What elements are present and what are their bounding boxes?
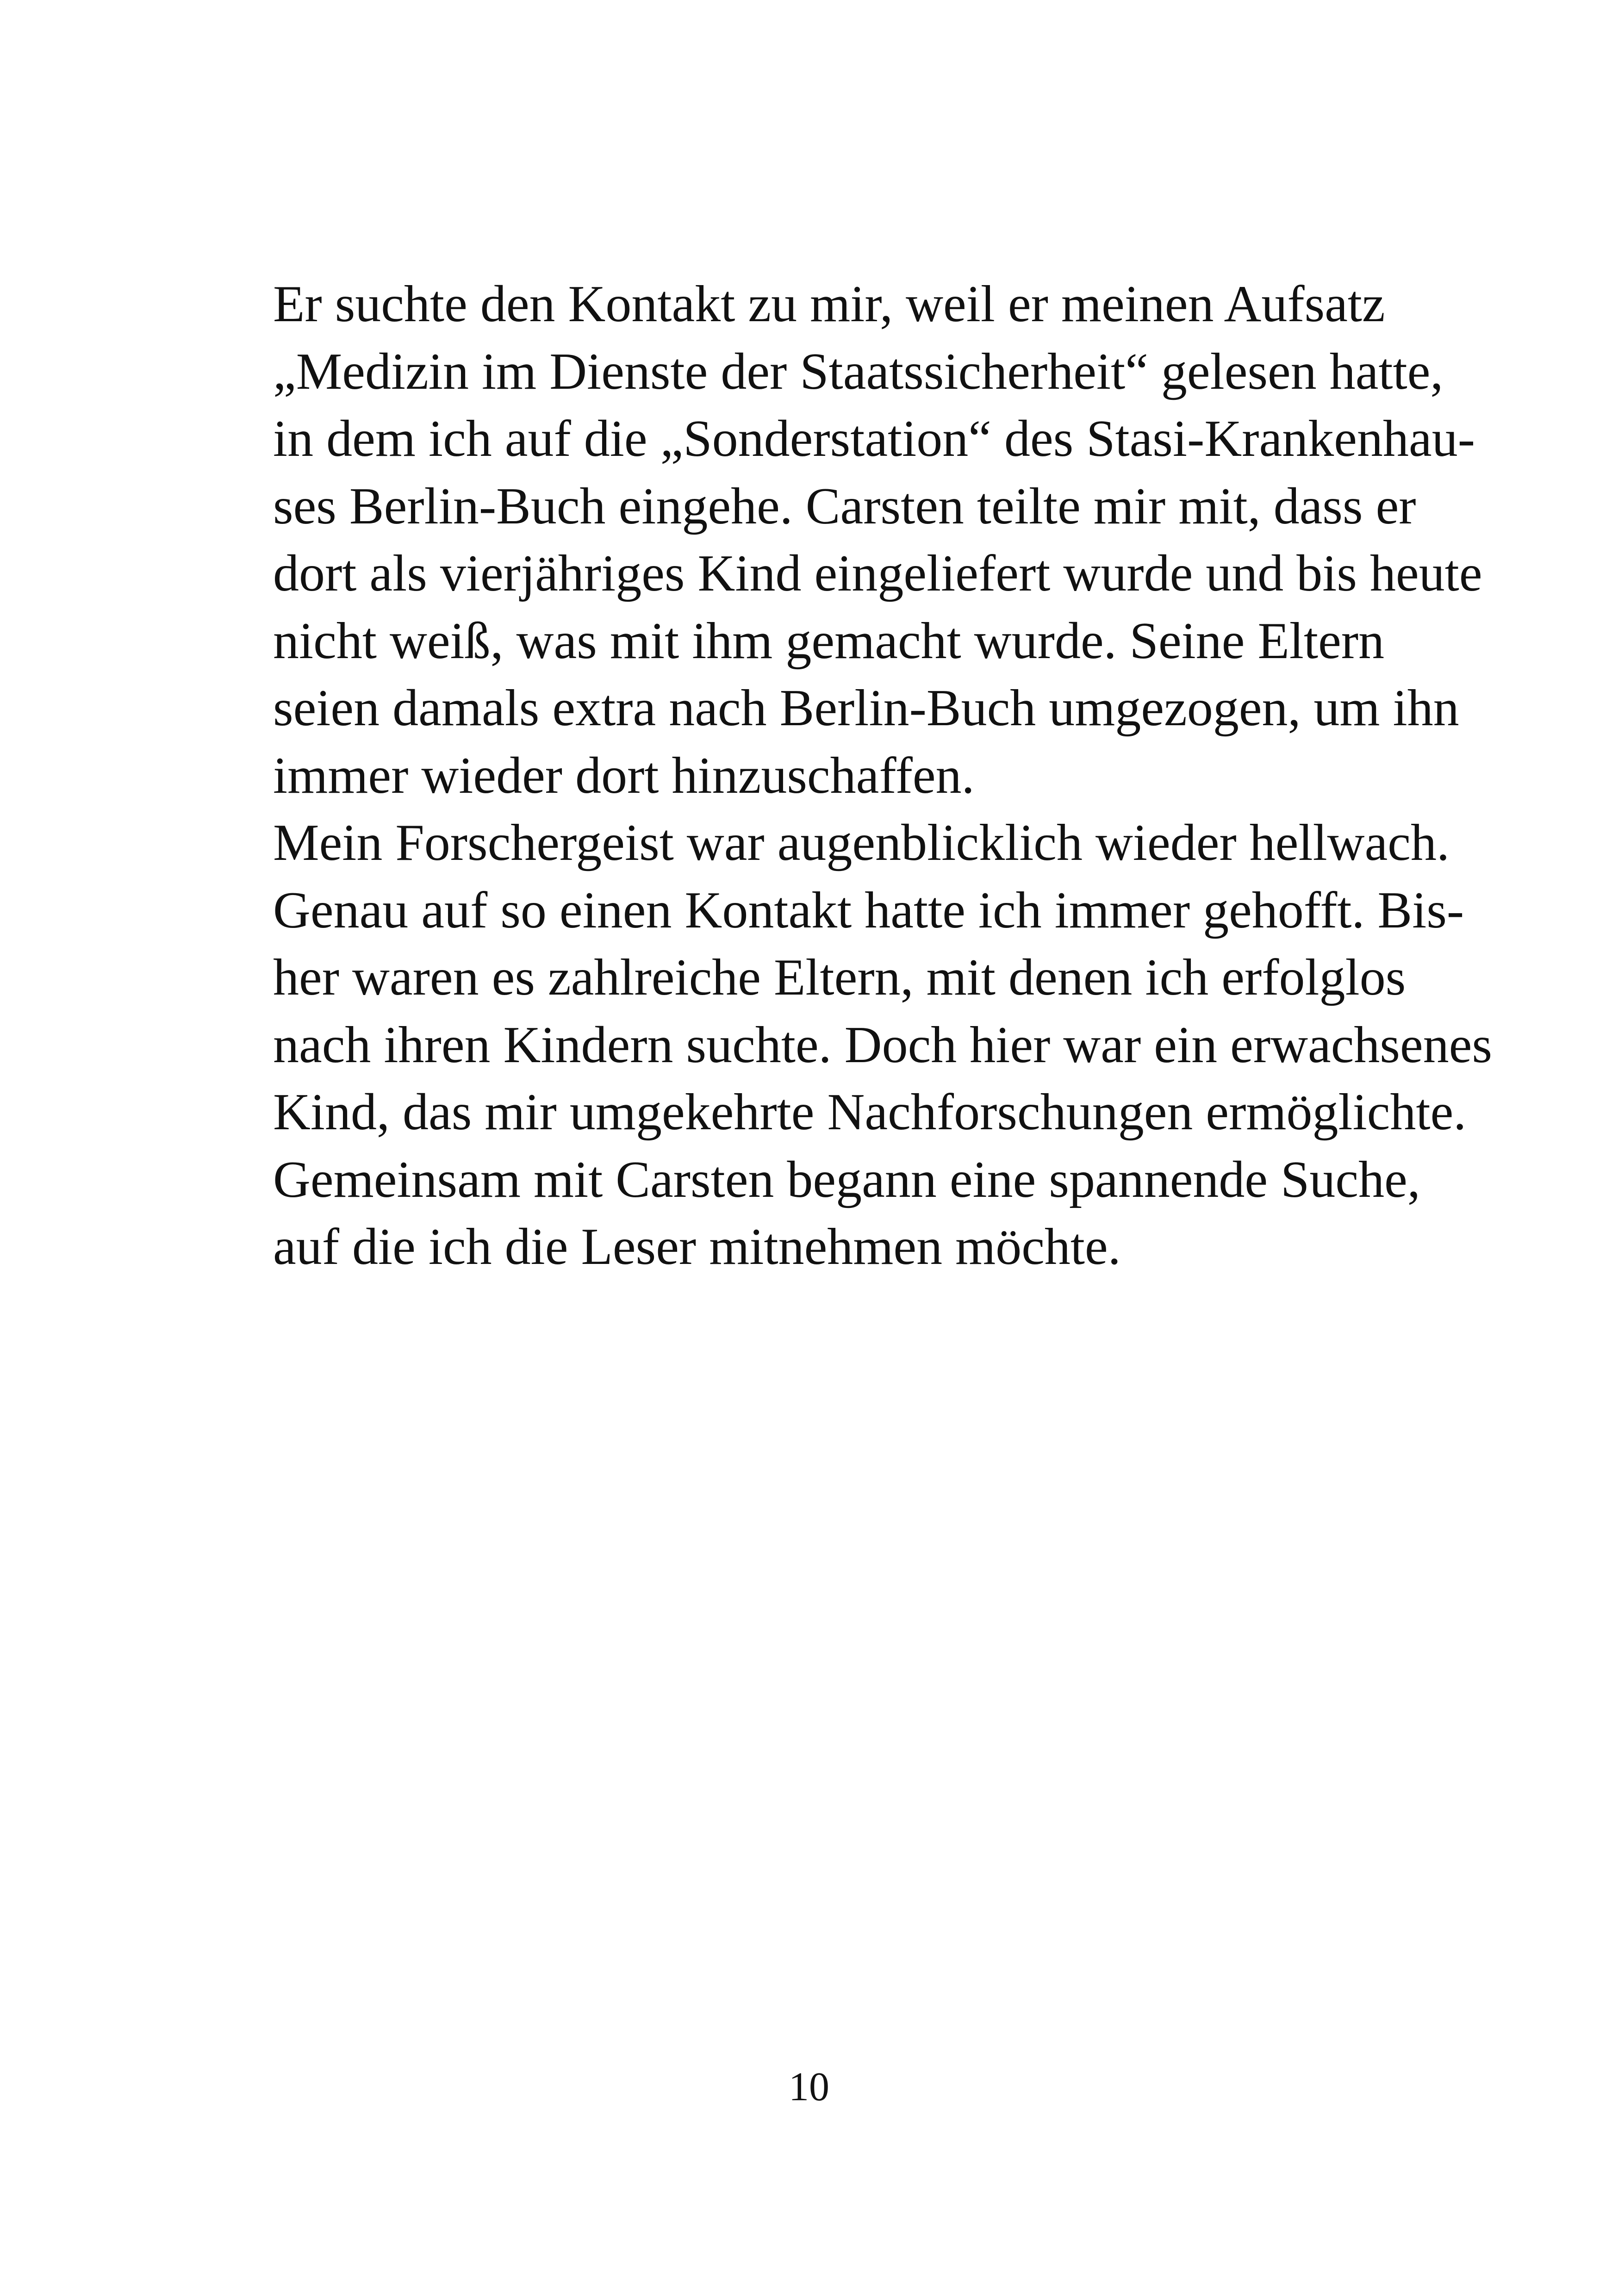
text-line: Mein Forschergeist war augenblicklich wieder hellwach. bbox=[273, 814, 1450, 871]
body-text bbox=[273, 271, 1493, 1281]
text-line: Genau auf so einen Kontakt hatte ich immer gehofft. Bis- bbox=[273, 881, 1464, 939]
text-line: auf die ich die Leser mitnehmen möchte. bbox=[273, 1218, 1121, 1276]
text-line: immer wieder dort hinzuschaffen. bbox=[273, 747, 975, 804]
text-line: nach ihren Kindern suchte. Doch hier war ein erwachsenes bbox=[273, 1016, 1493, 1074]
text-line: her waren es zahlreiche Eltern, mit denen ich erfolglos bbox=[273, 949, 1406, 1006]
text-line: Kind, das mir umgekehrte Nachforschungen ermöglichte. bbox=[273, 1083, 1467, 1141]
text-line: nicht weiß, was mit ihm gemacht wurde. Seine Eltern bbox=[273, 612, 1385, 670]
text-line: in dem ich auf die „Sonderstation“ des Stasi-Krankenhau- bbox=[273, 410, 1475, 467]
text-line: dort als vierjähriges Kind eingeliefert wurde und bis heute bbox=[273, 545, 1482, 602]
text-line: seien damals extra nach Berlin-Buch umgezogen, um ihn bbox=[273, 679, 1459, 737]
text-line: „Medizin im Dienste der Staatssicherheit“ gelesen hatte, bbox=[273, 342, 1444, 400]
page-number: 10 bbox=[789, 2065, 829, 2109]
text-line: ses Berlin-Buch eingehe. Carsten teilte mir mit, dass er bbox=[273, 477, 1416, 535]
text-line: Er suchte den Kontakt zu mir, weil er meinen Aufsatz bbox=[273, 275, 1385, 333]
text-line: Gemeinsam mit Carsten begann eine spannende Suche, bbox=[273, 1151, 1420, 1208]
